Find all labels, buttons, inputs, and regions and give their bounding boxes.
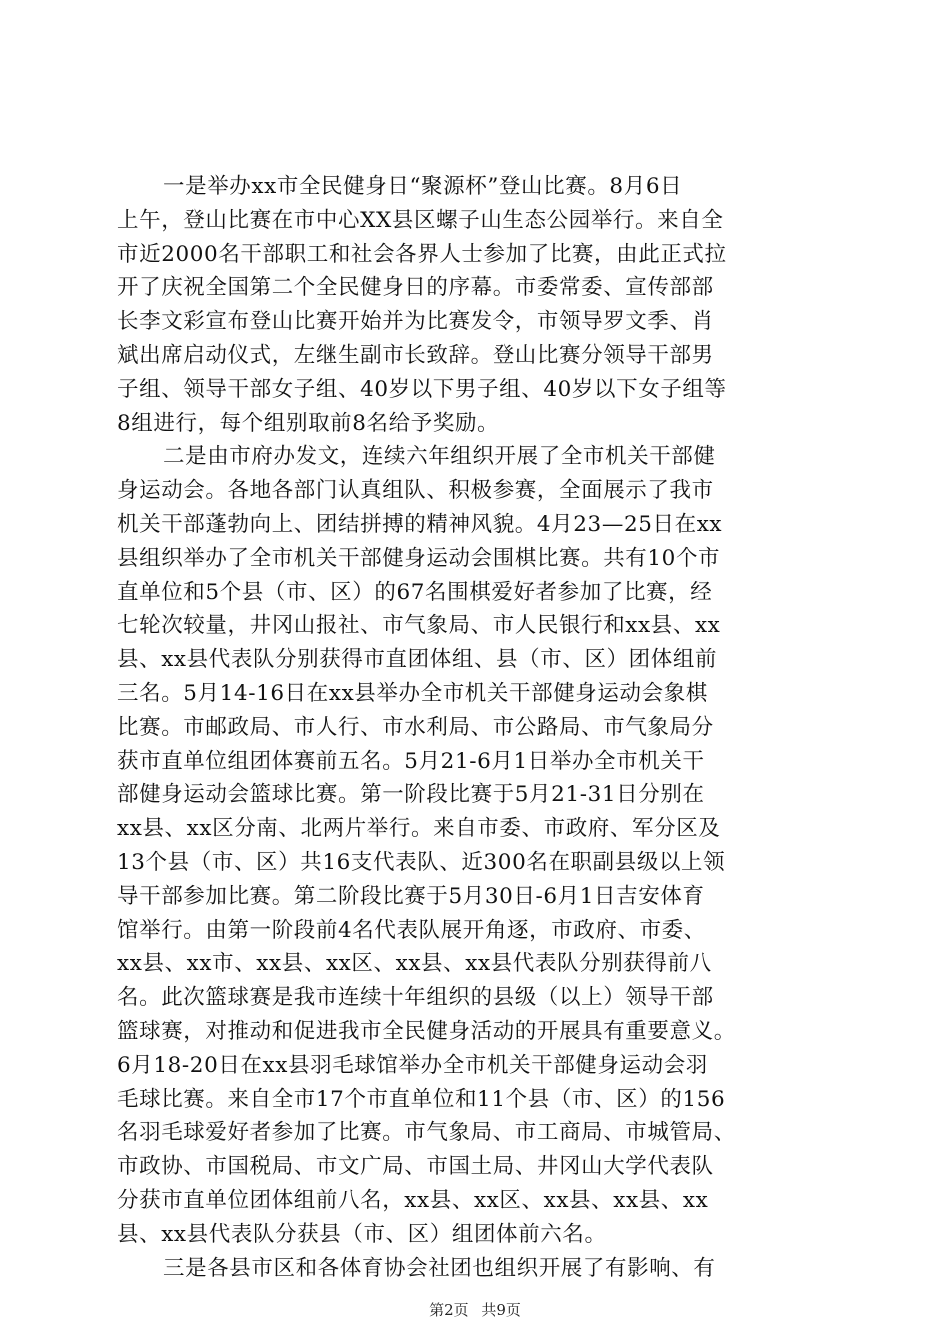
paragraph-line: 斌出席启动仪式，左继生副市长致辞。登山比赛分领导干部男	[117, 342, 714, 368]
paragraph-line: 篮球赛，对推动和促进我市全民健身活动的开展具有重要意义。	[117, 1018, 736, 1044]
paragraph-line: 名羽毛球爱好者参加了比赛。市气象局、市工商局、市城管局、	[117, 1120, 736, 1146]
paragraph-line: 获市直单位组团体赛前五名。5月21-6月1日举办全市机关干	[117, 748, 705, 774]
paragraph-line: 直单位和5个县（市、区）的67名围棋爱好者参加了比赛，经	[117, 579, 713, 605]
paragraph-line: 子组、领导干部女子组、40岁以下男子组、40岁以下女子组等	[117, 376, 727, 402]
paragraph-line: 二是由市府办发文，连续六年组织开展了全市机关干部健	[163, 444, 716, 470]
paragraph-line: 13个县（市、区）共16支代表队、近300名在职副县级以上领	[117, 849, 726, 875]
paragraph-line: 分获市直单位团体组前八名，xx县、xx区、xx县、xx县、xx	[117, 1187, 709, 1213]
paragraph-line: 三是各县市区和各体育协会社团也组织开展了有影响、有	[163, 1255, 716, 1281]
page-footer	[0, 1300, 950, 1320]
paragraph-line: 县、xx县代表队分获县（市、区）组团体前六名。	[117, 1221, 607, 1247]
paragraph-line: 开了庆祝全国第二个全民健身日的序幕。市委常委、宣传部部	[117, 275, 714, 301]
paragraph-line: 身运动会。各地各部门认真组队、积极参赛，全面展示了我市	[117, 478, 714, 504]
paragraph-line: 长李文彩宣布登山比赛开始并为比赛发令，市领导罗文季、肖	[117, 309, 714, 335]
paragraph-line: 县、xx县代表队分别获得市直团体组、县（市、区）团体组前	[117, 647, 718, 673]
paragraph-line: 部健身运动会篮球比赛。第一阶段比赛于5月21-31日分别在	[117, 782, 705, 808]
document-body	[117, 170, 837, 1285]
paragraph-line: 市近2000名干部职工和社会各界人士参加了比赛，由此正式拉	[117, 241, 727, 267]
paragraph-line: 七轮次较量，井冈山报社、市气象局、市人民银行和xx县、xx	[117, 613, 721, 639]
paragraph-line: 上午，登山比赛在市中心XX县区螺子山生态公园举行。来自全	[117, 207, 724, 233]
paragraph-line: xx县、xx市、xx县、xx区、xx县、xx县代表队分别获得前八	[117, 951, 712, 977]
page-number: 第2页	[429, 1301, 469, 1319]
paragraph-line: 6月18-20日在xx县羽毛球馆举办全市机关干部健身运动会羽	[117, 1052, 708, 1078]
page-total: 共9页	[481, 1301, 521, 1319]
paragraph-line: xx县、xx区分南、北两片举行。来自市委、市政府、军分区及	[117, 816, 721, 842]
paragraph-line: 市政协、市国税局、市文广局、市国土局、井冈山大学代表队	[117, 1154, 714, 1180]
paragraph-line: 一是举办xx市全民健身日“聚源杯”登山比赛。8月6日	[163, 174, 683, 199]
paragraph-line: 毛球比赛。来自全市17个市直单位和11个县（市、区）的156	[117, 1086, 726, 1112]
paragraph-line: 馆举行。由第一阶段前4名代表队展开角逐，市政府、市委、	[117, 917, 706, 943]
paragraph-line: 比赛。市邮政局、市人行、市水利局、市公路局、市气象局分	[117, 714, 714, 740]
paragraph-line: 导干部参加比赛。第二阶段比赛于5月30日-6月1日吉安体育	[117, 883, 705, 909]
paragraph-line: 8组进行，每个组别取前8名给予奖励。	[117, 410, 500, 436]
paragraph-line: 名。此次篮球赛是我市连续十年组织的县级（以上）领导干部	[117, 985, 714, 1011]
paragraph-line: 三名。5月14-16日在xx县举办全市机关干部健身运动会象棋	[117, 680, 708, 706]
paragraph-line: 县组织举办了全市机关干部健身运动会围棋比赛。共有10个市	[117, 545, 721, 571]
paragraph-line: 机关干部蓬勃向上、团结拼搏的精神风貌。4月23—25日在xx	[117, 511, 723, 537]
